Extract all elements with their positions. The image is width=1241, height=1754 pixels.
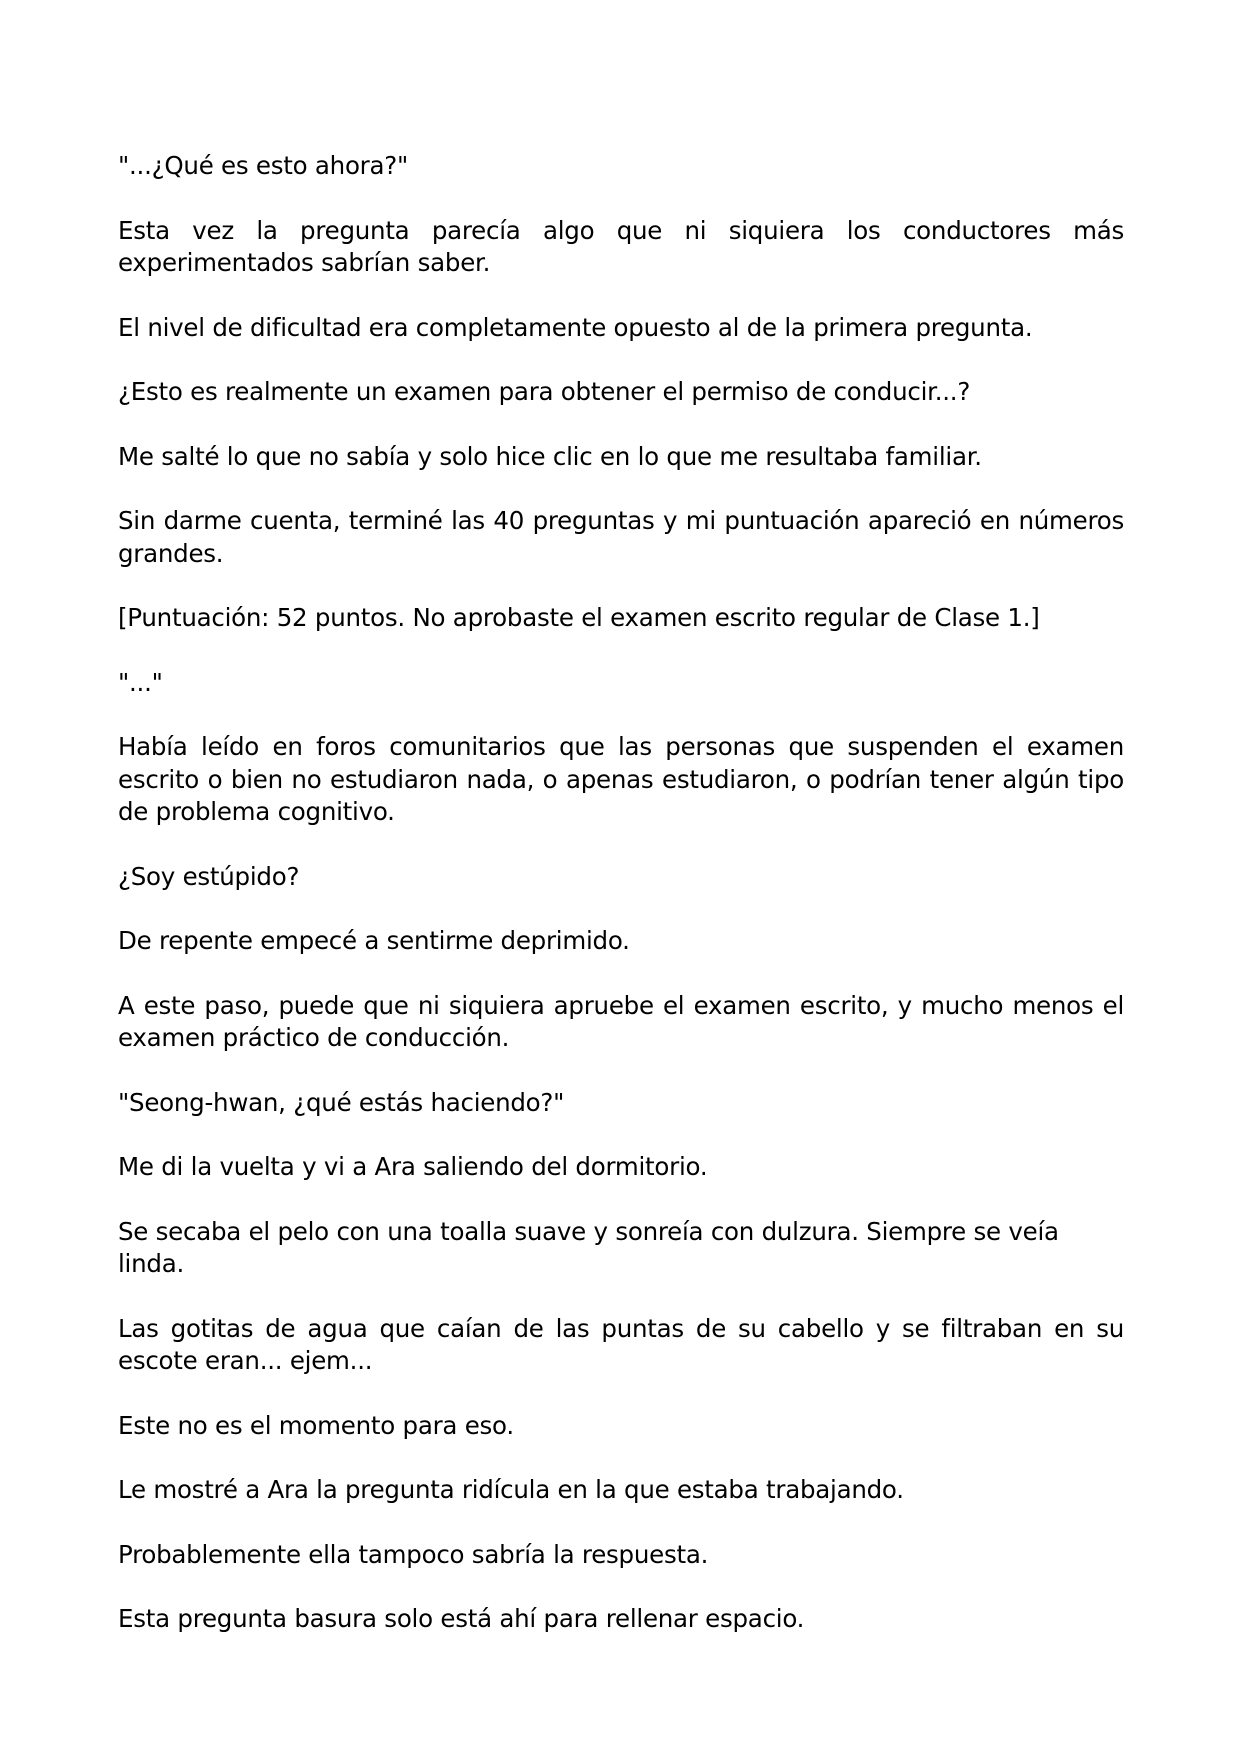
paragraph: Le mostré a Ara la pregunta ridícula en la que estaba trabajando. [118, 1475, 904, 1504]
paragraph: ¿Soy estúpido? [118, 861, 300, 891]
paragraph: Esta vez la pregunta parecía algo que ni siquiera los conductores más experimentados sabrían saber. [118, 215, 1124, 277]
paragraph: De repente empecé a sentirme deprimido. [118, 926, 630, 955]
paragraph: Sin darme cuenta, terminé las 40 preguntas y mi puntuación apareció en números grandes. [118, 506, 1124, 568]
paragraph: "Seong-hwan, ¿qué estás haciendo?" [118, 1087, 565, 1117]
paragraph: [Puntuación: 52 puntos. No aprobaste el examen escrito regular de Clase 1.] [118, 603, 1040, 632]
paragraph: ¿Esto es realmente un examen para obtener el permiso de conducir...? [118, 377, 971, 406]
paragraph: Las gotitas de agua que caían de las puntas de su cabello y se filtraban en su escote eran... ejem... [118, 1313, 1124, 1375]
paragraph: "...¿Qué es esto ahora?" [118, 151, 409, 180]
paragraph: El nivel de dificultad era completamente opuesto al de la primera pregunta. [118, 312, 1033, 342]
paragraph: A este paso, puede que ni siquiera apruebe el examen escrito, y mucho menos el examen práctico de conducción. [118, 990, 1124, 1052]
paragraph: Me salté lo que no sabía y solo hice clic en lo que me resultaba familiar. [118, 441, 982, 471]
paragraph: Se secaba el pelo con una toalla suave y sonreía con dulzura. Siempre se veía linda. [118, 1216, 1059, 1278]
paragraph: Me di la vuelta y vi a Ara saliendo del dormitorio. [118, 1152, 708, 1181]
document-body [118, 150, 1124, 1668]
paragraph: Probablemente ella tampoco sabría la respuesta. [118, 1539, 709, 1569]
paragraph: Esta pregunta basura solo está ahí para rellenar espacio. [118, 1604, 805, 1633]
paragraph: "..." [118, 667, 163, 697]
paragraph: Había leído en foros comunitarios que las personas que suspenden el examen escrito o bien no estudiaron nada, o apenas estudiaron, o podrían tener algún tipo de problema cognitivo. [118, 732, 1124, 826]
paragraph: Este no es el momento para eso. [118, 1410, 514, 1440]
